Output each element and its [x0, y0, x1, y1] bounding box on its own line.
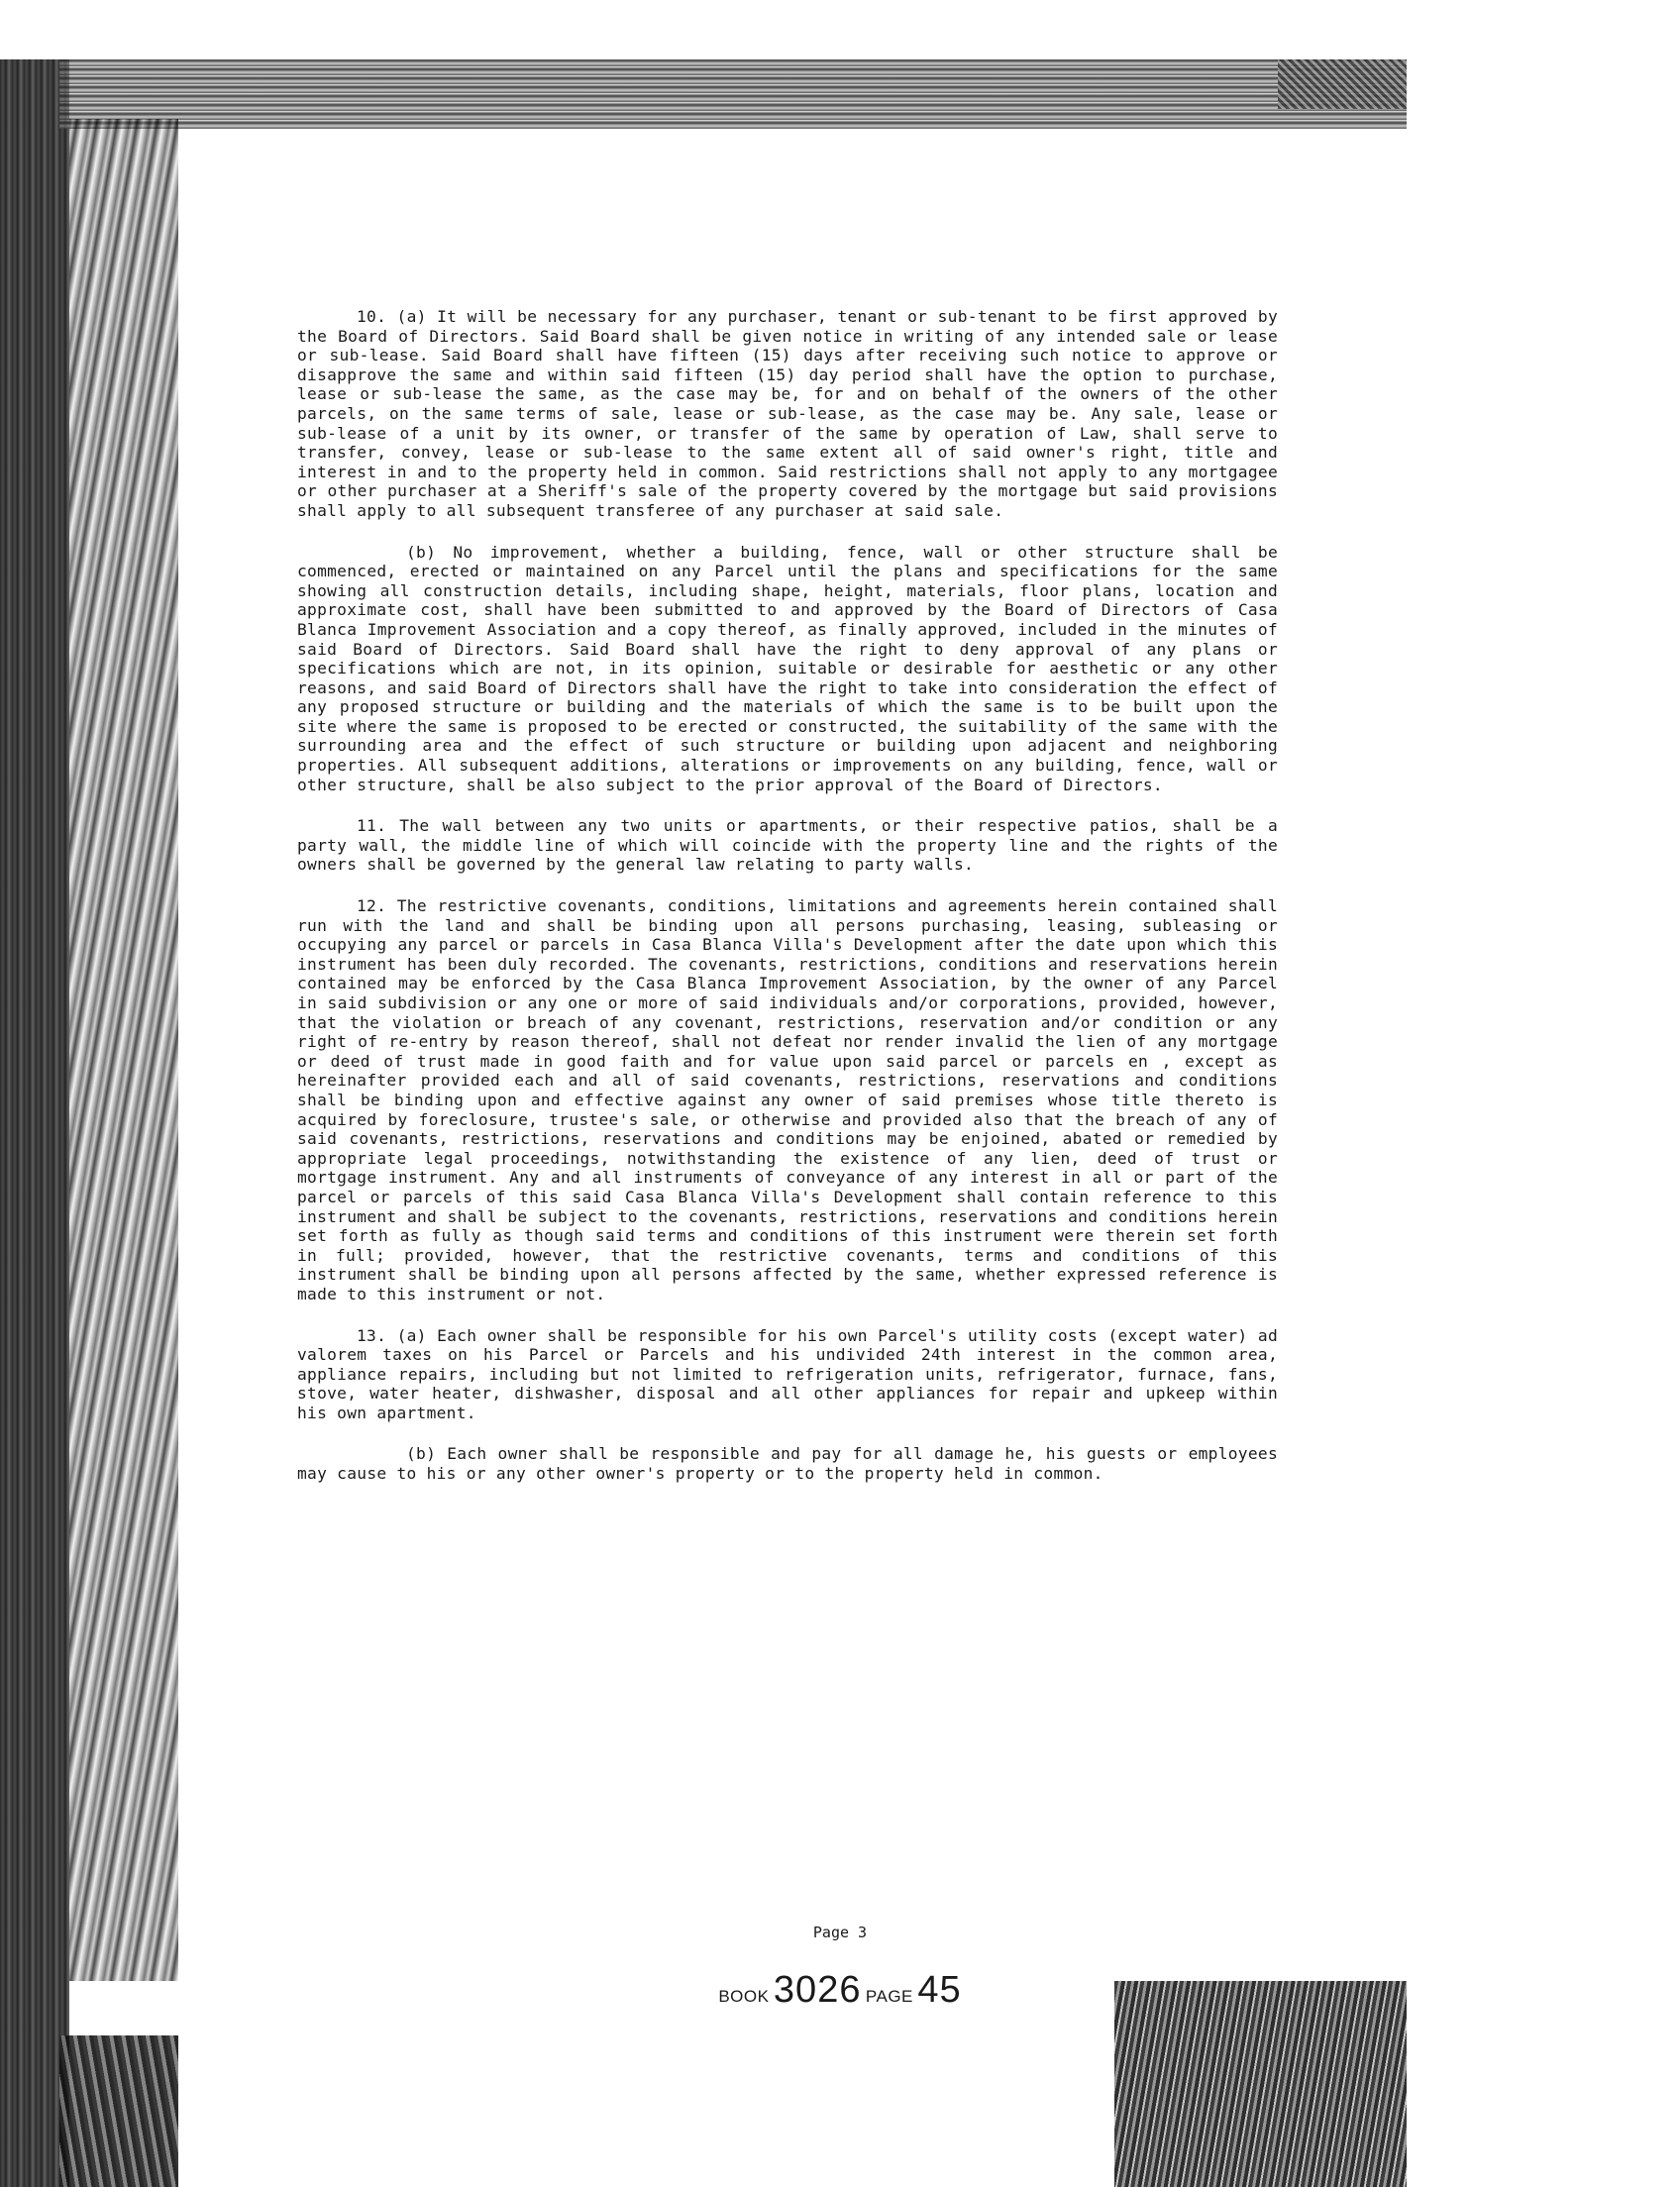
page-label: PAGE — [865, 1987, 913, 2006]
book-label: BOOK — [718, 1987, 770, 2006]
scan-artifact-bottom-right — [1114, 1981, 1407, 2187]
paragraph-10a: 10. (a) It will be necessary for any purchaser, tenant or sub-tenant to be first approved by the Board of Directors. Said Board shall be given notice in writing of any intended sale or lease or sub-lease. Said Board shall have fifteen (15) days after receiving such notice to approve or disapprove the same and within said fifteen (15) day period shall have the option to purchase, lease or sub-lease the same, as the case may be, for and on behalf of the owners of the other parcels, on the same terms of sale, lease or sub-lease, as the case may be. Any sale, lease or sub-lease of a unit by its owner, or transfer of the same by operation of Law, shall serve to transfer, convey, lease or sub-lease to the same extent all of said owner's right, title and interest in and to the property held in common. Said restrictions shall not apply to any mortgagee or other purchaser at a Sheriff's sale of the property covered by the mortgage but said provisions shall apply to all subsequent transferee of any purchaser at said sale. — [297, 307, 1278, 520]
scan-border-top — [59, 59, 1407, 129]
scan-border-left — [0, 59, 69, 2187]
scan-artifact-top-right — [1278, 59, 1407, 109]
scan-artifact-bottom-left — [59, 2035, 178, 2187]
scan-shadow-left — [69, 119, 178, 1981]
page-number: Page 3 — [812, 1924, 868, 1941]
book-page-reference — [0, 1969, 1680, 2012]
paragraph-10b: (b) No improvement, whether a building, fence, wall or other structure shall be commenced, erected or maintained on any Parcel until the plans and specifications for the same showing all construction details, including shape, height, materials, floor plans, location and approximate cost, shall have been submitted to and approved by the Board of Directors of Casa Blanca Improvement Association and a copy thereof, as finally approved, included in the minutes of said Board of Directors. Said Board shall have the right to deny approval of any plans or specifications which are not, in its opinion, suitable or desirable for aesthetic or any other reasons, and said Board of Directors shall have the right to take into consideration the effect of any proposed structure or building and the materials of which the same is to be built upon the site where the same is proposed to be erected or constructed, the suitability of the same with the surrounding area and the effect of such structure or building upon adjacent and neighboring properties. All subsequent additions, alterations or improvements on any building, fence, wall or other structure, shall be also subject to the prior approval of the Board of Directors. — [297, 542, 1278, 794]
paragraph-11: 11. The wall between any two units or apartments, or their respective patios, shall be a party wall, the middle line of which will coincide with the property line and the rights of the owners shall be governed by the general law relating to party walls. — [297, 816, 1278, 875]
book-number: 3026 — [773, 1969, 862, 2011]
page-value: 45 — [917, 1969, 962, 2011]
paragraph-13b: (b) Each owner shall be responsible and pay for all damage he, his guests or employees may cause to his or any other owner's property or to the property held in common. — [297, 1444, 1278, 1484]
paragraph-12: 12. The restrictive covenants, conditions, limitations and agreements herein contained shall run with the land and shall be binding upon all persons purchasing, leasing, subleasing or occupying any parcel or parcels in Casa Blanca Villa's Development after the date upon which this instrument has been duly recorded. The covenants, restrictions, conditions and reservations herein contained may be enforced by the Casa Blanca Improvement Association, by the owner of any Parcel in said subdivision or any one or more of said individuals and/or corporations, provided, however, that the violation or breach of any covenant, restrictions, reservation and/or condition or any right of re-entry by reason thereof, shall not defeat nor render invalid the lien of any mortgage or deed of trust made in good faith and for value upon said parcel or parcels en , except as hereinafter provided each and all of said covenants, restrictions, reservations and conditions shall be binding upon and effective against any owner of said premises whose title thereto is acquired by foreclosure, trustee's sale, or otherwise and provided also that the breach of any of said covenants, restrictions, reservations and conditions may be enjoined, abated or remedied by appropriate legal proceedings, notwithstanding the existence of any lien, deed of trust or mortgage instrument. Any and all instruments of conveyance of any interest in all or part of the parcel or parcels of this said Casa Blanca Villa's Development shall contain reference to this instrument and shall be subject to the covenants, restrictions, reservations and conditions herein set forth as fully as though said terms and conditions of this instrument were therein set forth in full; provided, however, that the restrictive covenants, terms and conditions of this instrument shall be binding upon all persons affected by the same, whether expressed reference is made to this instrument or not. — [297, 896, 1278, 1303]
document-body — [297, 307, 1278, 1484]
paragraph-13a: 13. (a) Each owner shall be responsible for his own Parcel's utility costs (except water) ad valorem taxes on his Parcel or Parcels and his undivided 24th interest in the common area, appliance repairs, including but not limited to refrigeration units, refrigerator, furnace, fans, stove, water heater, dishwasher, disposal and all other appliances for repair and upkeep within his own apartment. — [297, 1325, 1278, 1422]
